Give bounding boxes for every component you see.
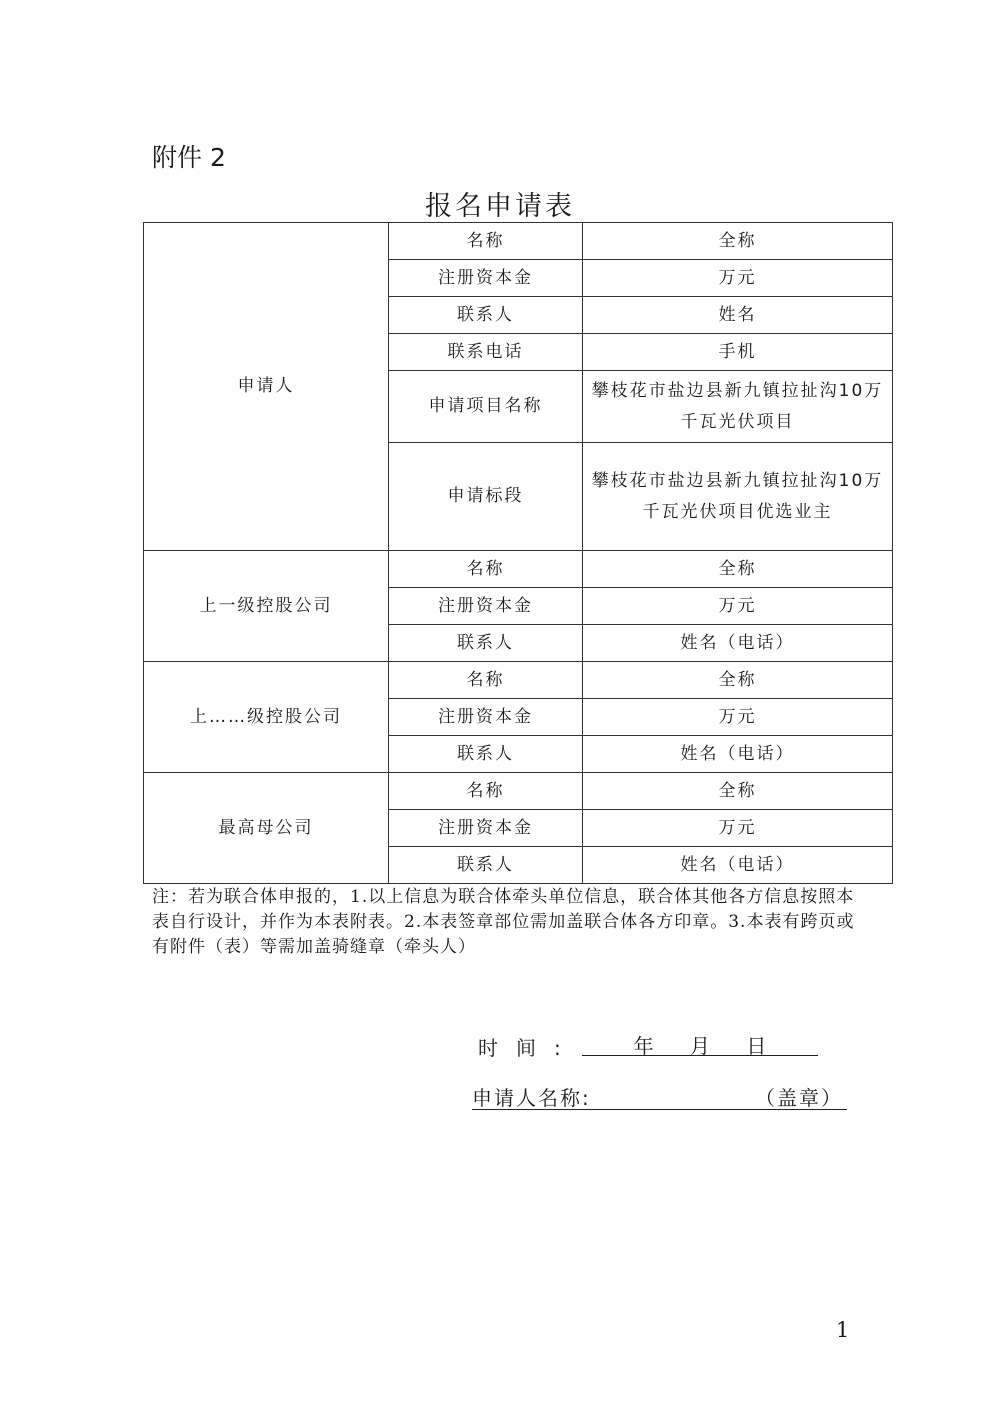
- field-label: 申请标段: [389, 443, 583, 551]
- application-form-table: [143, 222, 893, 884]
- field-value: 姓名（电话）: [583, 625, 893, 662]
- field-value: 手机: [583, 334, 893, 371]
- field-label: 注册资本金: [389, 588, 583, 625]
- field-value: 攀枝花市盐边县新九镇拉扯沟10万千瓦光伏项目优选业主: [583, 443, 893, 551]
- applicant-label: 申请人: [144, 223, 389, 551]
- field-value: 全称: [583, 773, 893, 810]
- form-title: 报名申请表: [425, 191, 575, 222]
- field-label: 联系人: [389, 736, 583, 773]
- applicant-name-label: 申请人名称:: [472, 1086, 591, 1110]
- field-value: 全称: [583, 662, 893, 699]
- field-value: 万元: [583, 260, 893, 297]
- time-label: 时间:: [478, 1036, 579, 1060]
- field-value: 姓名（电话）: [583, 847, 893, 884]
- attachment-label: 附件 2: [152, 143, 226, 172]
- field-label: 名称: [389, 223, 583, 260]
- field-value: 万元: [583, 810, 893, 847]
- table-row: [144, 551, 893, 588]
- table-row: [144, 773, 893, 810]
- field-value: 万元: [583, 588, 893, 625]
- group-label: 上一级控股公司: [144, 551, 389, 662]
- field-label: 联系人: [389, 847, 583, 884]
- group-label: 最高母公司: [144, 773, 389, 884]
- field-value: 全称: [583, 551, 893, 588]
- field-label: 注册资本金: [389, 260, 583, 297]
- field-label: 申请项目名称: [389, 371, 583, 443]
- field-value: 万元: [583, 699, 893, 736]
- field-label: 联系电话: [389, 334, 583, 371]
- table-row: [144, 223, 893, 260]
- field-label: 注册资本金: [389, 810, 583, 847]
- field-label: 联系人: [389, 297, 583, 334]
- field-value: 姓名: [583, 297, 893, 334]
- page-number: 1: [836, 1318, 850, 1342]
- group-label: 上……级控股公司: [144, 662, 389, 773]
- field-label: 名称: [389, 662, 583, 699]
- field-label: 名称: [389, 551, 583, 588]
- field-label: 注册资本金: [389, 699, 583, 736]
- field-label: 名称: [389, 773, 583, 810]
- field-label: 联系人: [389, 625, 583, 662]
- applicant-name-line[interactable]: [472, 1082, 847, 1110]
- seal-label: （盖章）: [755, 1086, 843, 1110]
- date-line[interactable]: 年 月 日: [582, 1030, 818, 1056]
- footnote: 注：若为联合体申报的，1.以上信息为联合体牵头单位信息，联合体其他各方信息按照本表自行设计，并作为本表附表。2.本表签章部位需加盖联合体各方印章。3.本表有跨页或有附件（表）等需加盖骑缝章（牵头人）: [152, 887, 855, 957]
- table-row: [144, 662, 893, 699]
- field-value: 全称: [583, 223, 893, 260]
- field-value: 姓名（电话）: [583, 736, 893, 773]
- field-value: 攀枝花市盐边县新九镇拉扯沟10万千瓦光伏项目: [583, 371, 893, 443]
